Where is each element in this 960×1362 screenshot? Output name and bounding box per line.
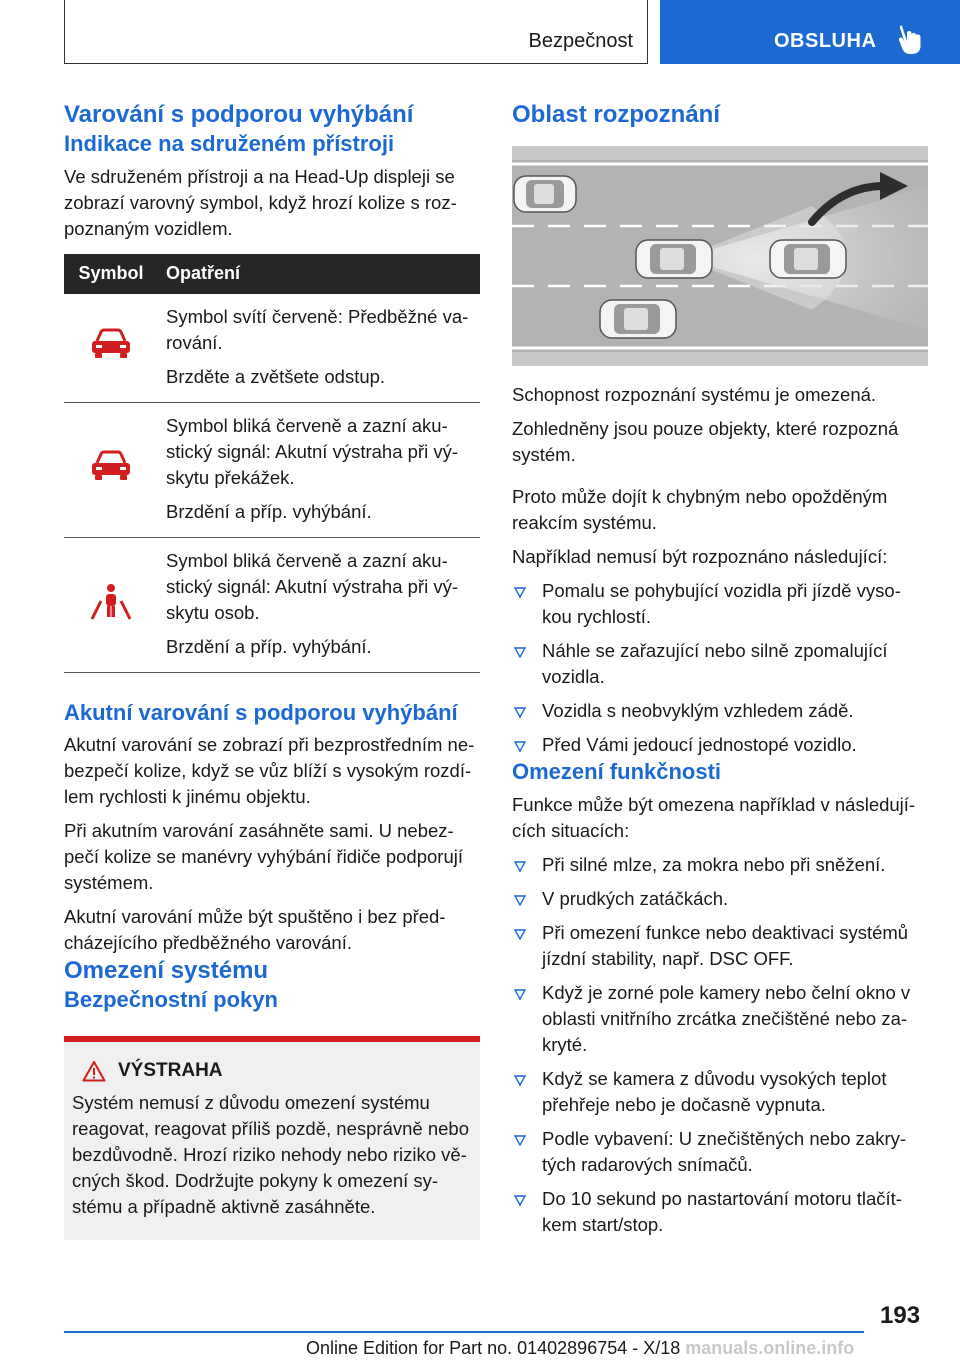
detect-paragraph: Proto může dojít k chybným nebo opožděným reakcím systému. — [512, 486, 888, 533]
footer-brand: manuals.online.info — [685, 1338, 855, 1358]
list-item: Při omezení funkce nebo deaktivaci systémů jízdní stability, např. DSC OFF. — [512, 920, 928, 972]
symbol-table — [64, 254, 480, 673]
limits-title: Omezení systému — [64, 957, 269, 984]
triangle-bullet-icon — [514, 929, 526, 940]
list-item: Podle vybavení: U znečištěných nebo zakry-tých radarových snímačů. — [512, 1126, 928, 1178]
car-warning-icon — [88, 449, 134, 483]
table-header-action: Opatření — [158, 254, 480, 294]
safety-heading: Bezpečnostní pokyn — [64, 987, 278, 1012]
detect-list — [512, 578, 928, 758]
car-icon — [770, 240, 846, 278]
list-item: Pomalu se pohybující vozidla při jízdě vyso-kou rychlostí. — [512, 578, 928, 630]
detect-title: Oblast rozpoznání — [512, 101, 721, 128]
car-icon — [514, 176, 576, 212]
acute-heading: Akutní varování s podporou vyhýbání — [64, 699, 458, 725]
warning-title-row — [72, 1060, 472, 1082]
row-text: Symbol svítí červeně: Předběžné va-rování. — [166, 305, 469, 353]
list-item: Do 10 sekund po nastartování motoru tlačít-kem start/stop. — [512, 1186, 928, 1238]
car-icon — [636, 240, 712, 278]
acute-paragraph: Při akutním varování zasáhněte sami. U nebez-pečí kolize se manévry vyhýbání řidiče podporují systémem. — [64, 820, 463, 893]
row-text: Brzdění a příp. vyhýbání. — [166, 500, 372, 522]
header-chapter-tab[interactable] — [660, 0, 960, 64]
footer-edition: Online Edition for Part no. 01402896754 - X/18 — [306, 1338, 681, 1358]
table-row — [64, 402, 480, 537]
warning-box — [64, 1036, 480, 1240]
warning-title: VÝSTRAHA — [118, 1059, 223, 1081]
detection-area-diagram — [512, 146, 928, 366]
footer-rule — [64, 1331, 864, 1333]
table-header-symbol: Symbol — [64, 254, 158, 294]
table-row — [64, 294, 480, 403]
page-title: Varování s podporou vyhýbání — [64, 101, 414, 128]
display-heading: Indikace na sdruženém přístroji — [64, 131, 395, 156]
list-item: Před Vámi jedoucí jednostopé vozidlo. — [512, 732, 928, 758]
pedestrian-warning-icon — [86, 581, 136, 621]
triangle-bullet-icon — [514, 707, 526, 718]
page-number: 193 — [880, 1302, 921, 1329]
header-chapter-label: OBSLUHA — [774, 30, 877, 52]
list-item: Když se kamera z důvodu vysokých teplot přehřeje nebo je dočasně vypnuta. — [512, 1066, 928, 1118]
left-column — [64, 100, 480, 1240]
triangle-bullet-icon — [514, 895, 526, 906]
detect-paragraph: Zohledněny jsou pouze objekty, které rozpozná systém. — [512, 418, 899, 465]
triangle-bullet-icon — [514, 587, 526, 598]
function-paragraph: Funkce může být omezena například v následují-cích situacích: — [512, 793, 916, 841]
row-text: Symbol bliká červeně a zazní aku-stický signál: Akutní výstraha při vý-skytu překážek. — [166, 414, 458, 488]
detect-paragraph: Například nemusí být rozpoznáno následující: — [512, 546, 888, 567]
right-column — [512, 100, 928, 1238]
triangle-bullet-icon — [514, 741, 526, 752]
footer-text — [306, 1338, 854, 1359]
warning-triangle-icon — [82, 1060, 106, 1082]
function-list — [512, 852, 928, 1238]
hand-pointer-icon — [897, 24, 923, 56]
table-row — [64, 537, 480, 672]
triangle-bullet-icon — [514, 861, 526, 872]
header-section-label: Bezpečnost — [528, 30, 633, 52]
function-heading: Omezení funkčnosti — [512, 759, 722, 784]
triangle-bullet-icon — [514, 1075, 526, 1086]
list-item: Náhle se zařazující nebo silně zpomalující vozidla. — [512, 638, 928, 690]
acute-paragraph: Akutní varování se zobrazí při bezprostředním ne-bezpečí kolize, když se vůz blíží s vysokým rozdí-lem rychlosti k jinému objektu. — [64, 734, 475, 807]
row-text: Brzděte a zvětšete odstup. — [166, 365, 386, 387]
triangle-bullet-icon — [514, 1195, 526, 1206]
display-text: Ve sdruženém přístroji a na Head-Up displeji se zobrazí varovný symbol, když hrozí kolize s roz-poznaným vozidlem. — [64, 165, 457, 239]
list-item: Když je zorné pole kamery nebo čelní okno v oblasti vnitřního zrcátka znečištěné nebo za-kryté. — [512, 980, 928, 1058]
detect-paragraph: Schopnost rozpoznání systému je omezená. — [512, 384, 877, 405]
row-text: Brzdění a příp. vyhýbání. — [166, 635, 372, 657]
warning-text: Systém nemusí z důvodu omezení systému reagovat, reagovat příliš pozdě, nesprávně nebo bezdůvodně. Hrozí riziko nehody nebo riziko vě-cných škod. Dodržujte pokyny k omezení sy-stému a případně aktivně zasáhněte. — [72, 1091, 469, 1217]
list-item: Vozidla s neobvyklým vzhledem zádě. — [512, 698, 928, 724]
list-item: Při silné mlze, za mokra nebo při sněžení. — [512, 852, 928, 878]
triangle-bullet-icon — [514, 647, 526, 658]
car-icon — [600, 300, 676, 338]
header-section-box — [64, 0, 648, 64]
acute-paragraph: Akutní varování může být spuštěno i bez před-cházejícího předběžného varování. — [64, 906, 446, 953]
row-text: Symbol bliká červeně a zazní aku-stický signál: Akutní výstraha při vý-skytu osob. — [166, 549, 458, 623]
car-warning-icon — [88, 327, 134, 361]
list-item: V prudkých zatáčkách. — [512, 886, 928, 912]
triangle-bullet-icon — [514, 1135, 526, 1146]
triangle-bullet-icon — [514, 989, 526, 1000]
